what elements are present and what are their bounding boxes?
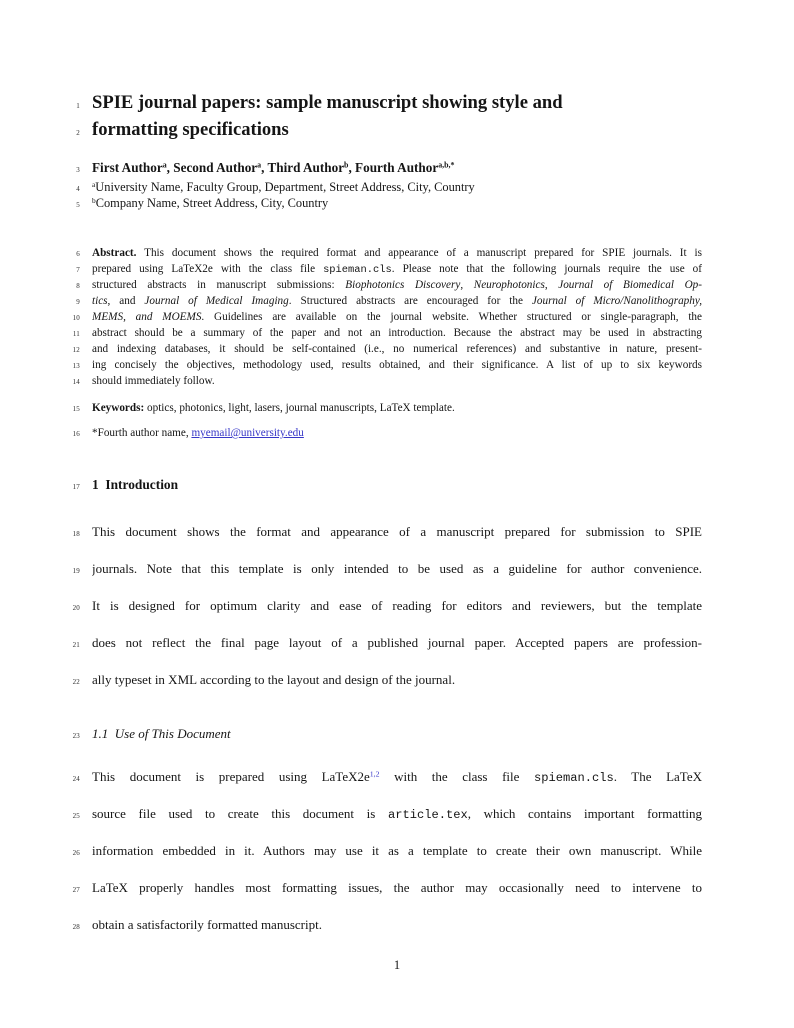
abstract-line — [56, 293, 702, 309]
text-segment: with the class file — [379, 769, 534, 784]
title-line — [56, 89, 702, 116]
text-segment: Journal of Biomedical Op- — [558, 279, 702, 291]
text-segment: structured abstracts in manuscript submissions: — [92, 279, 346, 291]
text-segment: and indexing databases, it should be self-contained (i.e., no numerical references) and substantive in nature, present- — [92, 343, 702, 355]
line-number: 5 — [76, 201, 80, 209]
text-segment: b — [92, 195, 96, 205]
text-segment: SPIE journal papers: sample manuscript showing style and — [92, 92, 563, 113]
text-segment: , Second Author — [166, 160, 258, 175]
body-text-line — [56, 805, 702, 824]
line-number: 26 — [72, 849, 80, 857]
text-segment: . Please note that the following journals require the use of — [391, 263, 702, 275]
abstract-line — [56, 277, 702, 293]
line-text — [92, 357, 702, 373]
body-text-line — [56, 879, 702, 897]
text-segment: This document shows the required format and appearance of a manuscript prepared for SPIE journals. It is — [136, 247, 702, 259]
text-segment: information embedded in it. Authors may use it as a template to create their own manuscript. While — [92, 843, 702, 858]
line-text — [92, 805, 702, 824]
text-segment: MEMS, and MOEMS — [92, 311, 202, 323]
text-segment: formatting specifications — [92, 119, 289, 140]
line-text — [92, 116, 702, 143]
line-text — [92, 195, 702, 212]
line-number: 2 — [76, 129, 80, 137]
text-segment: does not reflect the final page layout of a published journal paper. Accepted papers are profession- — [92, 635, 702, 650]
body-text-line — [56, 560, 702, 578]
text-segment: 1 Introduction — [92, 477, 179, 492]
text-segment: Biophotonics Discovery — [345, 279, 461, 291]
line-number: 15 — [72, 405, 80, 413]
body-text-line — [56, 523, 702, 541]
text-segment: a,b,* — [438, 160, 455, 170]
line-number: 10 — [72, 314, 80, 322]
text-segment: , and — [107, 295, 145, 307]
text-segment: LaTeX properly handles most formatting issues, the author may occasionally need to intervene to — [92, 880, 702, 895]
line-text — [92, 768, 702, 787]
text-segment: journals. Note that this template is only intended to be used as a guideline for author convenience. — [92, 561, 702, 576]
text-segment: tics — [92, 295, 108, 307]
line-text — [92, 634, 702, 652]
abstract-line — [56, 309, 702, 325]
line-text — [92, 425, 702, 441]
text-segment: Keywords: — [92, 402, 145, 414]
section-heading — [56, 476, 702, 494]
line-text — [92, 179, 702, 196]
line-number: 11 — [72, 330, 80, 338]
line-text — [92, 671, 702, 689]
line-text — [92, 597, 702, 615]
affiliation-line — [56, 179, 702, 196]
email-link[interactable]: myemail@university.edu — [191, 427, 304, 439]
line-number: 9 — [76, 298, 80, 306]
text-segment: Journal of Medical Imaging — [144, 295, 289, 307]
line-number: 20 — [72, 604, 80, 612]
body-text-line — [56, 842, 702, 860]
line-text — [92, 89, 702, 116]
text-segment: optics, photonics, light, lasers, journal manuscripts, LaTeX template. — [144, 402, 455, 414]
text-segment: This document is prepared using LaTeX2e — [92, 769, 370, 784]
line-number: 23 — [72, 732, 80, 740]
line-text — [92, 341, 702, 357]
text-segment: It is designed for optimum clarity and ease of reading for editors and reviewers, but the template — [92, 598, 702, 613]
line-text — [92, 309, 702, 325]
line-number: 22 — [72, 678, 80, 686]
line-number: 4 — [76, 185, 80, 193]
line-number: 17 — [72, 483, 80, 491]
line-text — [92, 245, 702, 261]
abstract-line — [56, 357, 702, 373]
text-segment: University Name, Faculty Group, Department, Street Address, City, Country — [95, 180, 475, 194]
subsection-heading — [56, 725, 702, 743]
author-footnote-line — [56, 425, 702, 441]
text-segment: a — [92, 179, 96, 189]
text-segment: This document shows the format and appearance of a manuscript prepared for submission to SPIE — [92, 524, 702, 539]
line-number: 28 — [72, 923, 80, 931]
text-segment: prepared using LaTeX2e with the class file — [92, 263, 324, 275]
body-text-line — [56, 634, 702, 652]
line-number: 25 — [72, 812, 80, 820]
line-number: 3 — [76, 166, 80, 174]
text-segment: . Structured abstracts are encouraged for the — [288, 295, 532, 307]
line-number: 21 — [72, 641, 80, 649]
line-number: 27 — [72, 886, 80, 894]
abstract-line — [56, 373, 702, 389]
title-line — [56, 116, 702, 143]
line-text — [92, 159, 702, 177]
authors-line — [56, 159, 702, 177]
text-segment: abstract should be a summary of the paper and not an introduction. Because the abstract may be used in abstracting — [92, 327, 702, 339]
text-segment: b — [344, 160, 349, 170]
text-segment: , — [544, 279, 559, 291]
line-text — [92, 277, 702, 293]
text-segment: Abstract. — [92, 247, 137, 259]
abstract-line — [56, 325, 702, 341]
body-text-line — [56, 916, 702, 934]
text-segment: should immediately follow. — [92, 375, 215, 387]
text-segment: , — [460, 279, 474, 291]
text-segment: Neurophotonics — [473, 279, 545, 291]
line-number: 18 — [72, 530, 80, 538]
page-number: 1 — [393, 958, 401, 972]
line-number: 13 — [72, 362, 80, 370]
keywords-line — [56, 400, 702, 416]
body-text-line — [56, 768, 702, 787]
line-text — [92, 373, 702, 389]
body-text-line — [56, 671, 702, 689]
body-text-line — [56, 597, 702, 615]
citation-link[interactable]: 1,2 — [369, 769, 380, 779]
text-segment: 1.1 Use of This Document — [92, 726, 231, 741]
text-segment: , Third Author — [261, 160, 345, 175]
line-text — [92, 261, 702, 278]
line-number: 6 — [76, 250, 80, 258]
line-number: 1 — [76, 102, 80, 110]
line-number: 8 — [76, 282, 80, 290]
line-text — [92, 400, 702, 416]
line-text — [92, 560, 702, 578]
line-number: 24 — [72, 775, 80, 783]
text-segment: obtain a satisfactorily formatted manuscript. — [92, 917, 322, 932]
text-segment: spieman.cls — [323, 264, 392, 276]
text-segment: . The LaTeX — [613, 769, 702, 784]
abstract-line — [56, 261, 702, 278]
line-text — [92, 523, 702, 541]
line-number: 14 — [72, 378, 80, 386]
line-text — [92, 879, 702, 897]
text-segment: *Fourth author name, — [92, 427, 192, 439]
text-segment: a — [257, 160, 262, 170]
text-segment: spieman.cls — [533, 771, 614, 785]
abstract-line — [56, 245, 702, 261]
text-segment: , which contains important formatting — [467, 806, 702, 821]
abstract-line — [56, 341, 702, 357]
text-segment: First Author — [92, 160, 163, 175]
text-segment: source file used to create this document is — [92, 806, 388, 821]
text-segment: article.tex — [387, 808, 468, 822]
line-number: 7 — [76, 266, 80, 274]
line-text — [92, 325, 702, 341]
text-segment: ally typeset in XML according to the layout and design of the journal. — [92, 672, 456, 687]
line-number: 19 — [72, 567, 80, 575]
line-text — [92, 293, 702, 309]
text-segment: a — [162, 160, 167, 170]
affiliation-line — [56, 195, 702, 212]
text-segment: Company Name, Street Address, City, Country — [95, 196, 329, 210]
line-number: 16 — [72, 430, 80, 438]
line-text — [92, 842, 702, 860]
text-segment: Journal of Micro/Nanolithography, — [531, 295, 702, 307]
text-segment: , Fourth Author — [348, 160, 439, 175]
text-segment: ing concisely the objectives, methodology used, results obtained, and their significance. A list of up to six keywords — [92, 359, 702, 371]
line-text — [92, 916, 702, 934]
line-number: 12 — [72, 346, 80, 354]
text-segment: . Guidelines are available on the journal website. Whether structured or single-paragraph, the — [201, 311, 702, 323]
line-text — [92, 476, 702, 494]
line-text — [92, 725, 702, 743]
